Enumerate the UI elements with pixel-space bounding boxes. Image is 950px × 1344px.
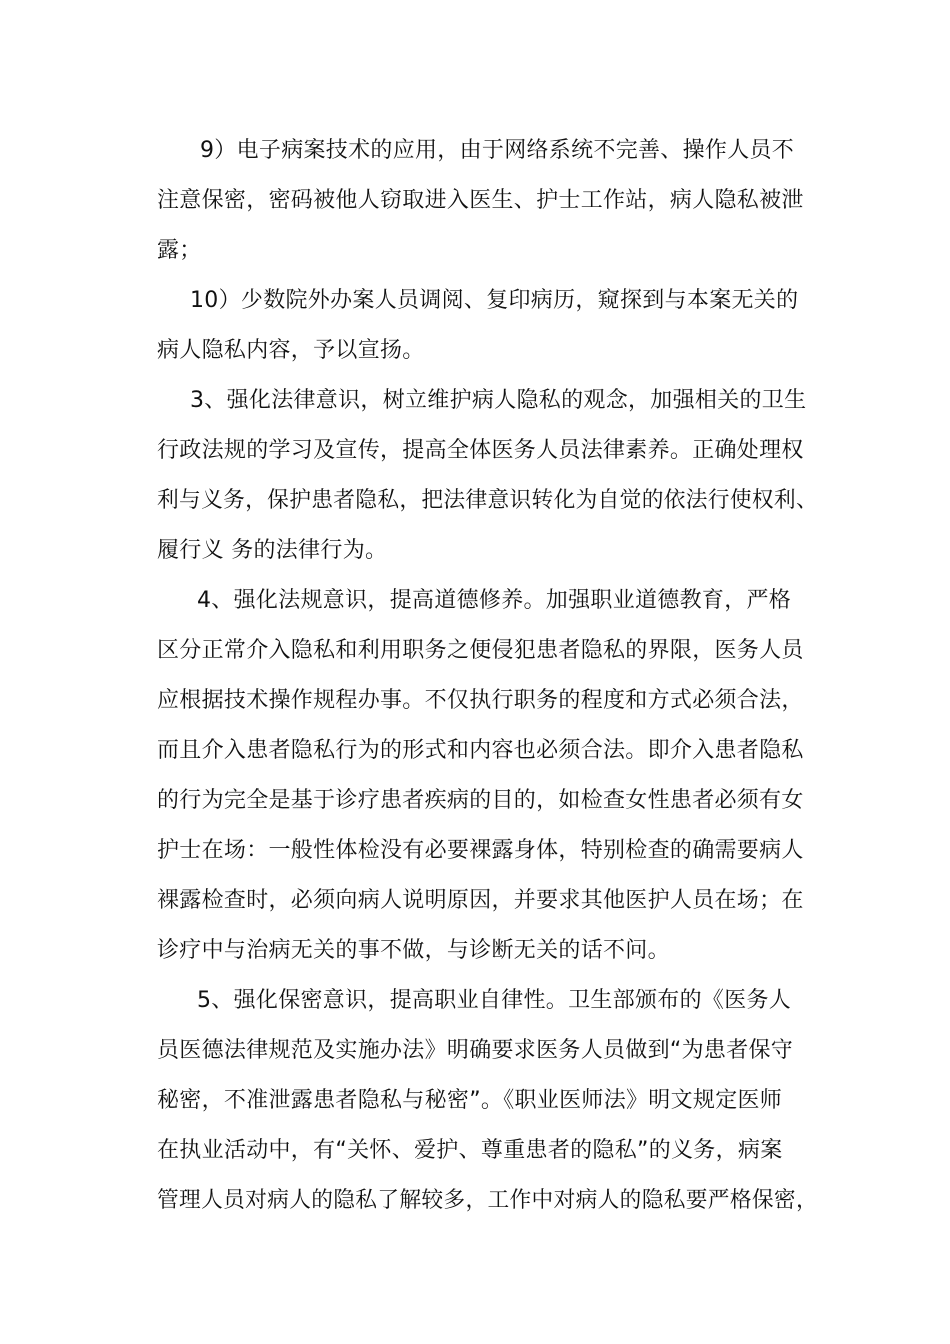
text-line: 露； xyxy=(157,238,202,263)
text-line: 裸露检查时，必须向病人说明原因，并要求其他医护人员在场；在 xyxy=(157,888,804,913)
text-line: 的行为完全是基于诊疗患者疾病的目的，如检查女性患者必须有女 xyxy=(157,788,804,813)
text-line: 5、强化保密意识，提高职业自律性。卫生部颁布的《医务人 xyxy=(197,988,792,1013)
text-line: 区分正常介入隐私和利用职务之便侵犯患者隐私的界限，医务人员 xyxy=(157,638,804,663)
text-line: 而且介入患者隐私行为的形式和内容也必须合法。即介入患者隐私 xyxy=(157,738,804,763)
text-line: 行政法规的学习及宣传，提高全体医务人员法律素养。正确处理权 xyxy=(157,438,804,463)
text-line: 9）电子病案技术的应用，由于网络系统不完善、操作人员不 xyxy=(200,138,795,163)
text-line: 10）少数院外办案人员调阅、复印病历，窥探到与本案无关的 xyxy=(190,288,799,313)
text-line: 在执业活动中，有“关怀、爱护、尊重患者的隐私”的义务，病案 xyxy=(157,1138,783,1163)
text-line: 护士在场：一般性体检没有必要裸露身体，特别检查的确需要病人 xyxy=(157,838,804,863)
text-line: 管理人员对病人的隐私了解较多，工作中对病人的隐私要严格保密， xyxy=(157,1188,818,1213)
text-line: 3、强化法律意识，树立维护病人隐私的观念，加强相关的卫生 xyxy=(190,388,807,413)
text-line: 员医德法律规范及实施办法》明确要求医务人员做到“为患者保守 xyxy=(157,1038,794,1063)
text-line: 履行义 务的法律行为。 xyxy=(157,538,388,563)
text-line: 注意保密，密码被他人窃取进入医生、护士工作站，病人隐私被泄 xyxy=(157,188,804,213)
text-line: 4、强化法规意识，提高道德修养。加强职业道德教育，严格 xyxy=(197,588,792,613)
text-line: 诊疗中与治病无关的事不做，与诊断无关的话不问。 xyxy=(157,938,670,963)
text-line: 利与义务，保护患者隐私，把法律意识转化为自觉的依法行使权利、 xyxy=(157,488,818,513)
text-line: 应根据技术操作规程办事。不仅执行职务的程度和方式必须合法， xyxy=(157,688,804,713)
text-line: 病人隐私内容，予以宣扬。 xyxy=(157,338,425,363)
text-line: 秘密，不准泄露患者隐私与秘密”。《职业医师法》明文规定医师 xyxy=(157,1088,783,1113)
